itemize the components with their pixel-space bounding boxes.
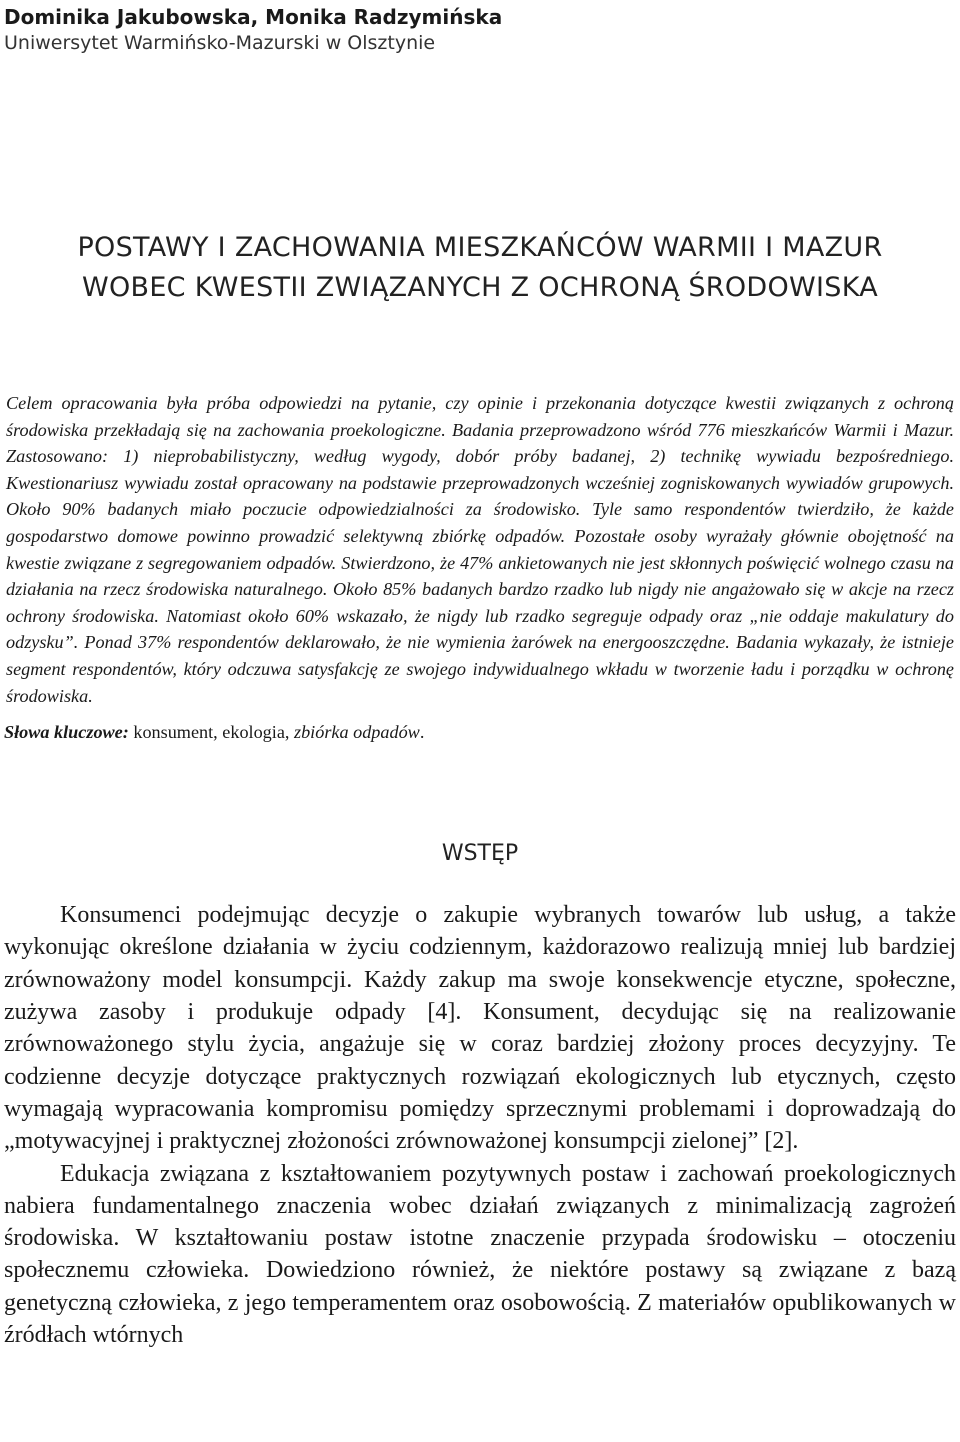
title-line-2: WOBEC KWESTII ZWIĄZANYCH Z OCHRONĄ ŚRODOWISKA bbox=[81, 272, 879, 303]
body-paragraph-2: Edukacja związana z kształtowaniem pozytywnych postaw i zachowań proekologicznych nabiera fundamentalnego znaczenia wobec działań związanych z minimalizacją zagrożeń środowiska. W kształtowaniu postaw istotne znaczenie przypada środowisku – otoczeniu społecznemu człowieka. Dowiedziono również, że niektóre postawy są związane z bazą genetyczną człowieka, z jego temperamentem oraz osobowością. Z materiałów opublikowanych w źródłach wtórnych bbox=[4, 1160, 956, 1348]
keywords bbox=[4, 719, 956, 745]
section-heading: WSTĘP bbox=[441, 841, 519, 867]
body-text bbox=[4, 899, 956, 1351]
keywords-italic: zbiórka odpadów bbox=[294, 722, 420, 743]
keywords-label: Słowa kluczowe: bbox=[4, 722, 129, 743]
keywords-end: . bbox=[419, 722, 425, 743]
abstract-text: Celem opracowania była próba odpowiedzi na pytanie, czy opinie i przekonania dotyczące kwestii związanych z ochroną środowiska przekładają się na zachowania proekologiczne. Badania przeprowadzono wśród 776 mieszkańców Warmii i Mazur. Zastosowano: 1) nieprobabilistyczny, według wygody, dobór próby badanej, 2) technikę wywiadu bezpośredniego. Kwestionariusz wywiadu został opracowany na podstawie przeprowadzonych wcześniej zogniskowanych wywiadów grupowych. Około 90% badanych miało poczucie odpowiedzialności za środowisko. Tyle samo respondentów twierdziło, że każde gospodarstwo domowe powinno prowadzić selektywną zbiórkę odpadów. Pozostałe osoby wyrażały głównie obojętność na kwestie związane z segregowaniem odpadów. Stwierdzono, że 47% ankietowanych nie jest skłonnych poświęcić wolnego czasu na działania na rzecz środowiska naturalnego. Około 85% badanych bardzo rzadko lub nigdy nie angażowało się w akcje na rzecz ochrony środowiska. Natomiast około 60% wskazało, że nigdy lub rzadko segreguje odpady oraz „nie oddaje makulatury do odzysku”. Ponad 37% respondentów deklarowało, że nie wymienia żarówek na energooszczędne. Badania wykazały, że istnieje segment respondentów, który odczuwa satysfakcję ze swojego indywidualnego wkładu w tworzenie ładu i porządku w ochronę środowiska. bbox=[6, 393, 954, 706]
authors: Dominika Jakubowska, Monika Radzymińska bbox=[4, 5, 503, 29]
title-line-1: POSTAWY I ZACHOWANIA MIESZKAŃCÓW WARMII I MAZUR bbox=[77, 232, 883, 263]
affiliation: Uniwersytet Warmińsko-Mazurski w Olsztynie bbox=[4, 32, 436, 54]
abstract bbox=[4, 390, 956, 709]
article-title bbox=[4, 228, 956, 308]
body-paragraph-1: Konsumenci podejmując decyzje o zakupie wybranych towarów lub usług, a także wykonując określone działania w życiu codziennym, każdorazowo realizują mniej lub bardziej zrównoważony model konsumpcji. Każdy zakup ma swoje konsekwencje etyczne, społeczne, zużywa zasoby i produkuje odpady [4]. Konsument, decydując się na realizowanie zrównoważonego stylu życia, angażuje się w coraz bardziej złożony proces decyzyjny. Te codzienne decyzje dotyczące praktycznych rozwiązań ekologicznych lub etycznych, często wymagają wypracowania kompromisu pomiędzy sprzecznymi problemami i doprowadzają do „motywacyjnej i praktycznej złożoności zrównoważonej konsumpcji zielonej” [2]. bbox=[4, 902, 956, 1155]
keywords-plain: konsument, ekologia, bbox=[128, 722, 294, 743]
